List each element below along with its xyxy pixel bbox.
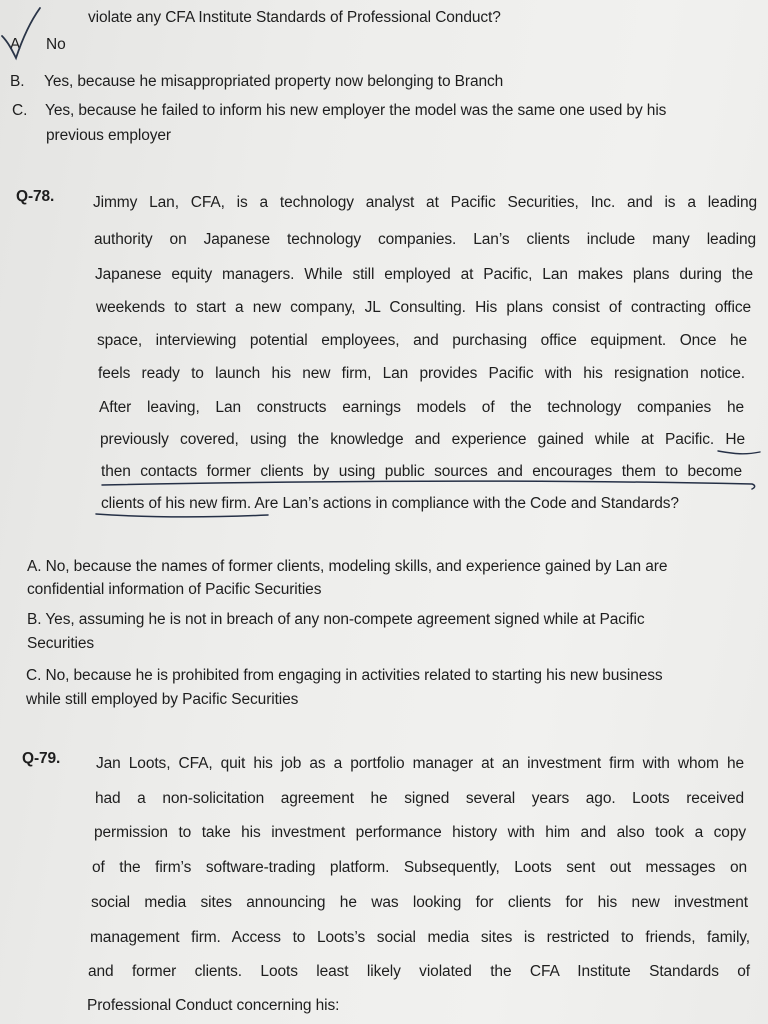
prev-option-c-text: Yes, because he failed to inform his new employer the model was the same one used by his — [45, 102, 667, 119]
q79-line: and former clients. Loots least likely violated the CFA Institute Standards of — [88, 963, 750, 980]
q79-line: permission to take his investment performance history with him and also took a copy — [94, 824, 746, 841]
q78-line: After leaving, Lan constructs earnings models of the technology companies he — [99, 399, 744, 416]
q78-line: weekends to start a new company, JL Consulting. His plans consist of contracting office — [96, 299, 751, 316]
q78-line: clients of his new firm. Are Lan’s actions in compliance with the Code and Standards? — [101, 495, 679, 512]
q78-line: Japanese equity managers. While still employed at Pacific, Lan makes plans during the — [95, 266, 753, 283]
q78-option-a: A. No, because the names of former clients, modeling skills, and experience gained by Lan are — [27, 558, 668, 575]
q78-option-c: C. No, because he is prohibited from engaging in activities related to starting his new business — [26, 667, 663, 684]
q79-line: had a non-solicitation agreement he signed several years ago. Loots received — [95, 790, 744, 807]
handwritten-checkmark-icon — [2, 8, 40, 58]
question-number-79: Q-79. — [22, 750, 61, 767]
handwritten-underline — [718, 451, 760, 454]
q78-option-b: B. Yes, assuming he is not in breach of any non-compete agreement signed while at Pacific — [27, 611, 645, 628]
prev-option-a-letter: A — [10, 36, 21, 53]
q78-line: then contacts former clients by using public sources and encourages them to become — [101, 463, 742, 480]
prev-question-stem: violate any CFA Institute Standards of Professional Conduct? — [88, 9, 501, 26]
q78-line: feels ready to launch his new firm, Lan provides Pacific with his resignation notice. — [98, 365, 745, 382]
q79-line: social media sites announcing he was looking for clients for his new investment — [91, 894, 748, 911]
prev-option-b-letter: B. — [10, 73, 25, 90]
prev-option-a-text: No — [46, 36, 66, 53]
q79-line: management firm. Access to Loots’s social media sites is restricted to friends, family, — [90, 929, 750, 946]
q78-line: Jimmy Lan, CFA, is a technology analyst at Pacific Securities, Inc. and is a leading — [93, 194, 757, 211]
q78-line: previously covered, using the knowledge and experience gained while at Pacific. He — [100, 431, 745, 448]
prev-option-c-letter: C. — [12, 102, 28, 119]
prev-option-b-text: Yes, because he misappropriated property now belonging to Branch — [44, 73, 504, 90]
q79-line: Professional Conduct concerning his: — [87, 997, 340, 1014]
q78-option-b-cont: Securities — [27, 635, 95, 652]
prev-option-c-text-cont: previous employer — [46, 127, 171, 144]
q78-line: authority on Japanese technology companies. Lan’s clients include many leading — [94, 231, 756, 248]
q78-line: space, interviewing potential employees, and purchasing office equipment. Once he — [97, 332, 747, 349]
handwritten-underline — [102, 481, 755, 489]
handwritten-underline — [96, 514, 268, 517]
q79-line: Jan Loots, CFA, quit his job as a portfolio manager at an investment firm with whom he — [96, 755, 744, 772]
q78-option-c-cont: while still employed by Pacific Securities — [26, 691, 299, 708]
question-number-78: Q-78. — [16, 188, 55, 205]
q78-option-a-cont: confidential information of Pacific Securities — [27, 581, 322, 598]
q79-line: of the firm’s software-trading platform. Subsequently, Loots sent out messages on — [92, 859, 747, 876]
